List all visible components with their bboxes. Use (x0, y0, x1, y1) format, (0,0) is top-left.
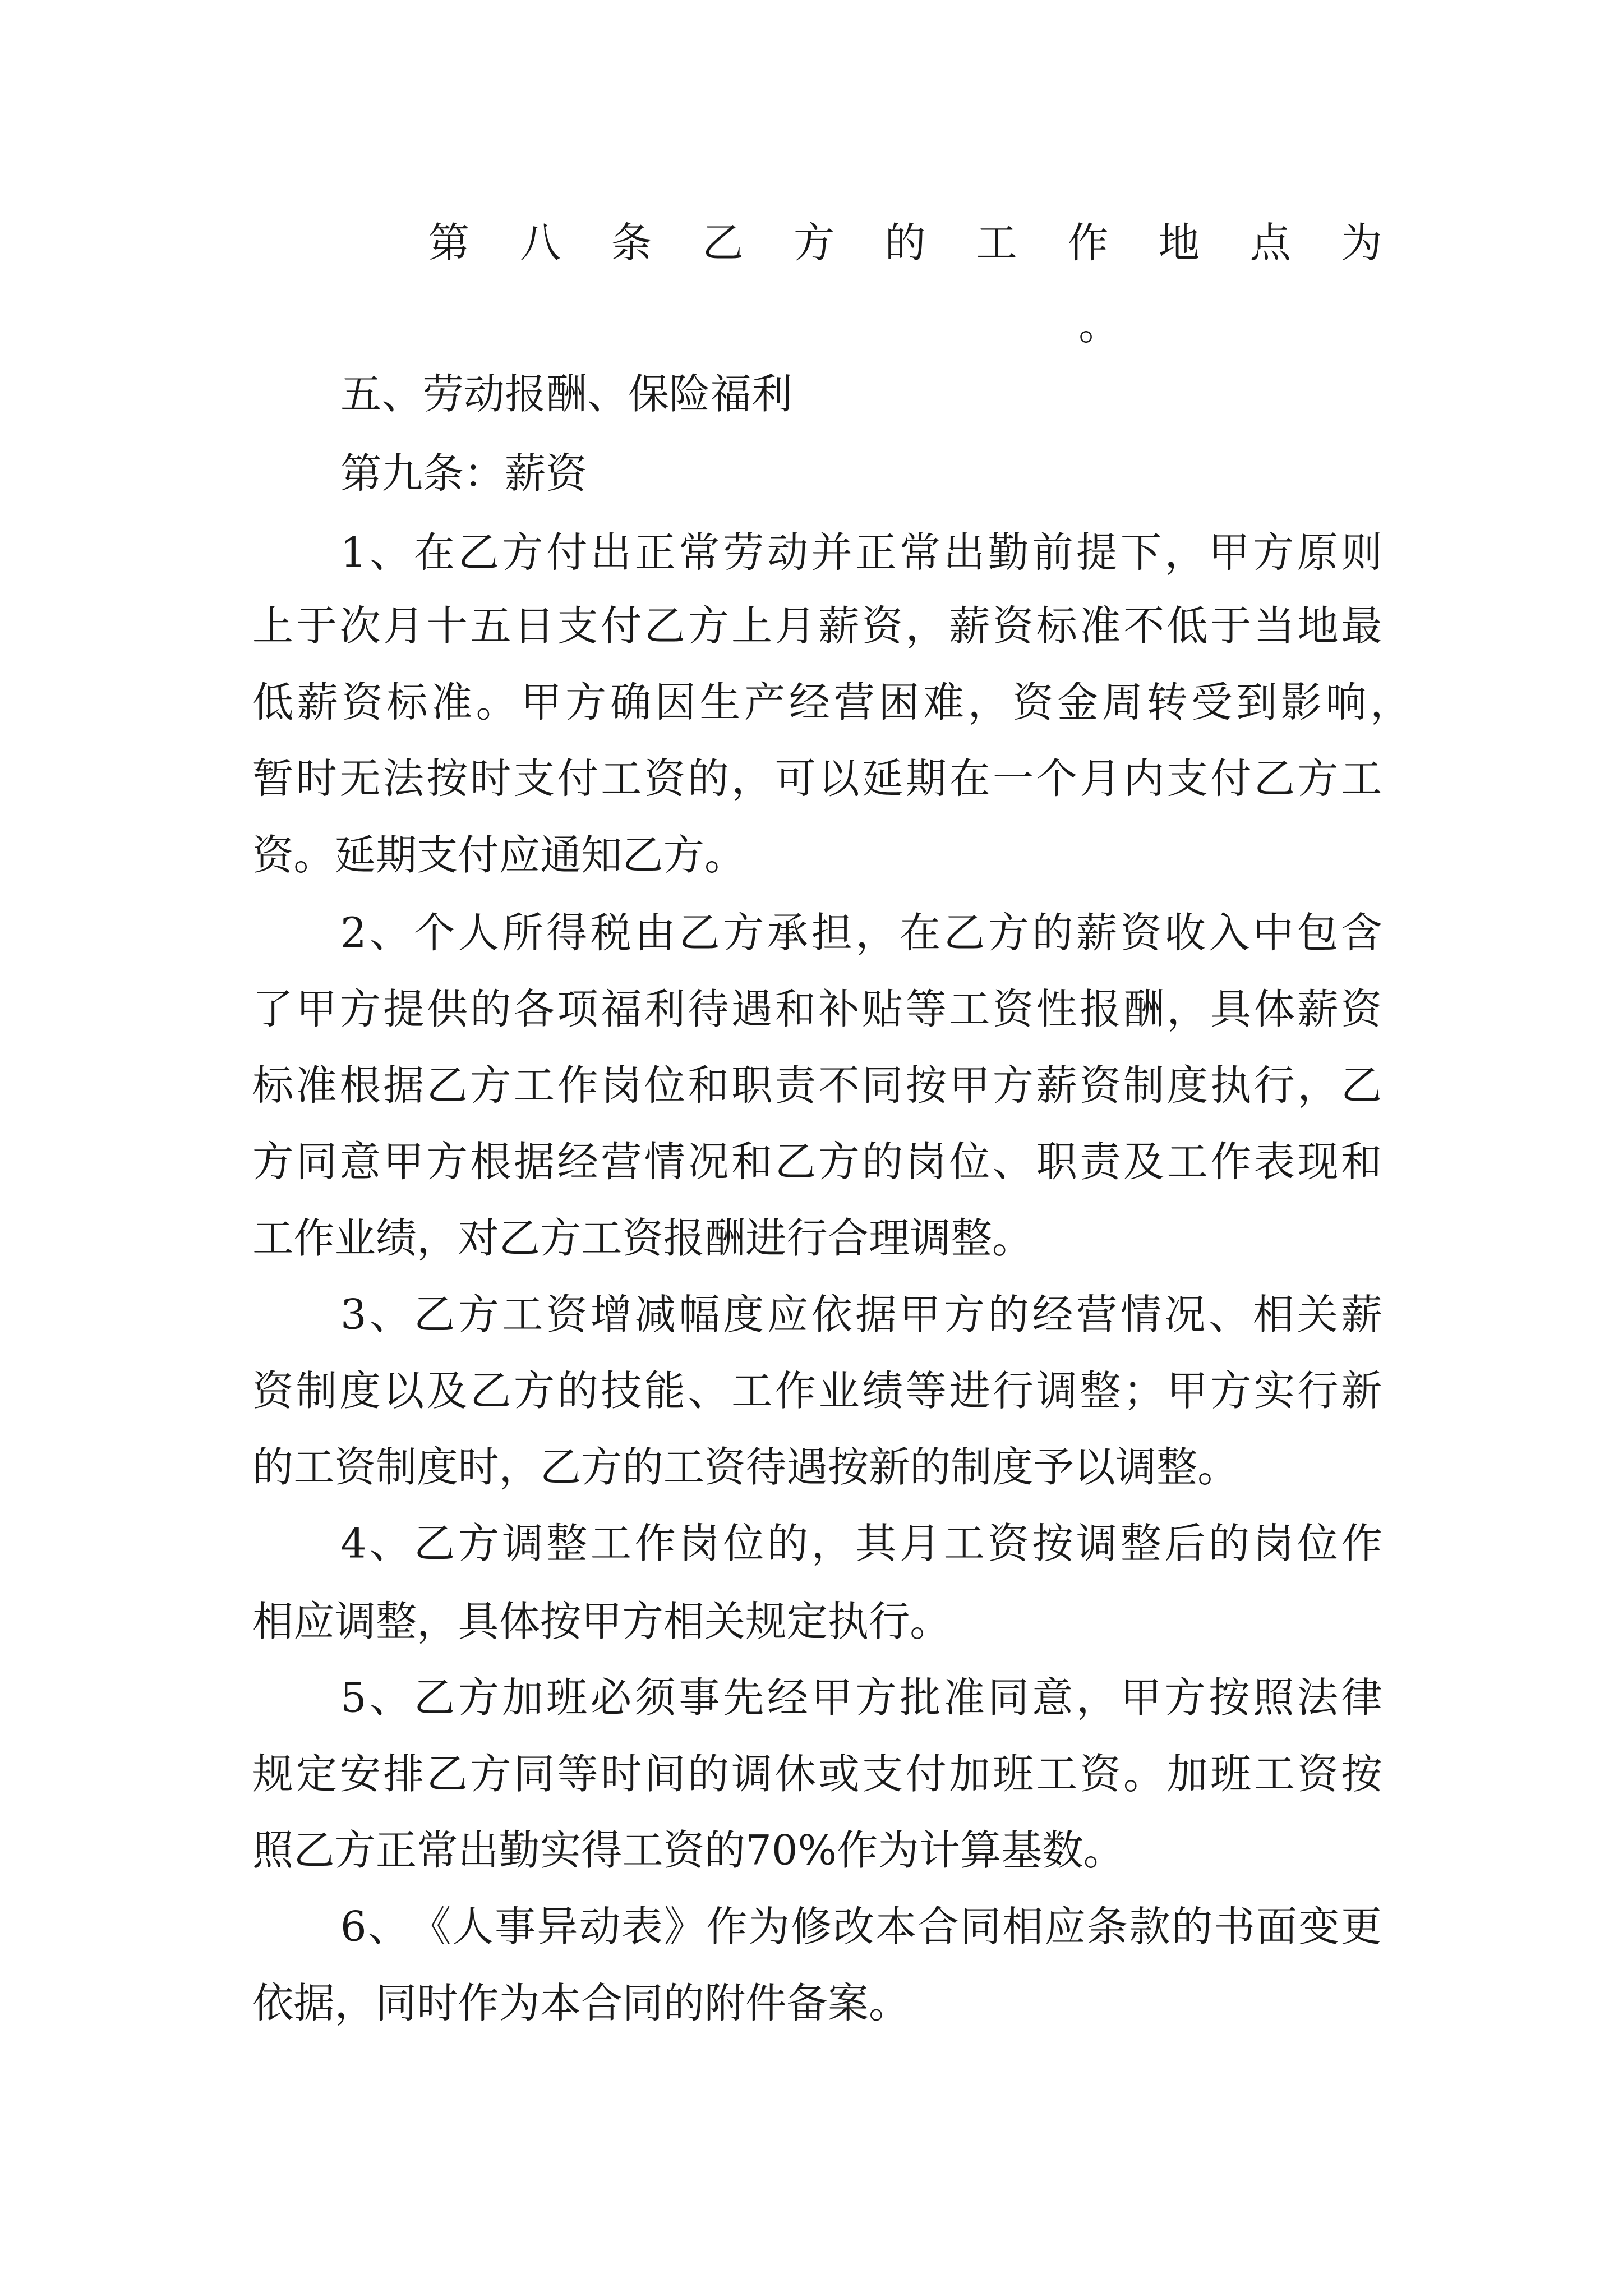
article-8-char: 点 (1249, 218, 1291, 268)
article-8-char: 第 (428, 218, 470, 268)
paragraph-1-line: 1 、 在 乙 方 付 出 正 常 劳 动 并 正 常 出 勤 前 提 下 ， 甲 方 原 则 (340, 528, 1382, 577)
article-8-char: 方 (793, 218, 835, 268)
article-8-char: 工 (976, 218, 1017, 268)
paragraph-1-line: 暂 时 无 法 按 时 支 付 工 资 的 ， 可 以 延 期 在 一 个 月 内 支 付 乙 方 工 (252, 754, 1382, 803)
article-8-line (428, 220, 1382, 268)
paragraph-2-line: 2 、 个 人 所 得 税 由 乙 方 承 担 ， 在 乙 方 的 薪 资 收 入 中 包 含 (340, 908, 1382, 958)
paragraph-2-line: 工作业绩，对乙方工资报酬进行合理调整。 (252, 1214, 1034, 1263)
article-9-heading: 第九条：薪资 (340, 449, 587, 498)
paragraph-2-line: 方 同 意 甲 方 根 据 经 营 情 况 和 乙 方 的 岗 位 、 职 责 及 工 作 表 现 和 (252, 1138, 1382, 1186)
paragraph-5-line: 照乙方正常出勤实得工资的70%作为计算基数。 (252, 1826, 1124, 1875)
paragraph-2-line: 了 甲 方 提 供 的 各 项 福 利 待 遇 和 补 贴 等 工 资 性 报 酬 ， 具 体 薪 资 (252, 985, 1382, 1034)
paragraph-3-line: 3 、 乙 方 工 资 增 减 幅 度 应 依 据 甲 方 的 经 营 情 况 、 相 关 薪 (340, 1290, 1382, 1339)
article-8-char: 的 (884, 218, 926, 268)
article-8-char: 地 (1158, 218, 1200, 268)
article-8-char: 条 (611, 218, 652, 268)
paragraph-4-line: 相应调整，具体按甲方相关规定执行。 (252, 1597, 951, 1646)
paragraph-4-line: 4 、 乙 方 调 整 工 作 岗 位 的 ， 其 月 工 资 按 调 整 后 的 岗 位 作 (340, 1519, 1382, 1568)
paragraph-3-line: 资 制 度 以 及 乙 方 的 技 能 、 工 作 业 绩 等 进 行 调 整 ； 甲 方 实 行 新 (252, 1366, 1382, 1415)
article-8-char: 八 (519, 218, 561, 268)
paragraph-3-line: 的工资制度时，乙方的工资待遇按新的制度予以调整。 (252, 1443, 1239, 1492)
paragraph-6-line: 6 、 《 人 事 异 动 表 》 作 为 修 改 本 合 同 相 应 条 款 的 书 面 变 更 (340, 1902, 1382, 1951)
article-8-char: 乙 (702, 218, 744, 268)
paragraph-6-line: 依据，同时作为本合同的附件备案。 (252, 1978, 910, 2028)
paragraph-5-line: 规 定 安 排 乙 方 同 等 时 间 的 调 休 或 支 付 加 班 工 资 。 加 班 工 资 按 (252, 1750, 1382, 1798)
article-8-char: 作 (1067, 218, 1109, 268)
article-8-char: 为 (1341, 218, 1382, 268)
paragraph-2-line: 标 准 根 据 乙 方 工 作 岗 位 和 职 责 不 同 按 甲 方 薪 资 制 度 执 行 ， 乙 (252, 1061, 1382, 1110)
paragraph-5-line: 5 、 乙 方 加 班 必 须 事 先 经 甲 方 批 准 同 意 ， 甲 方 按 照 法 律 (340, 1673, 1382, 1722)
paragraph-1-line: 上 于 次 月 十 五 日 支 付 乙 方 上 月 薪 资 ， 薪 资 标 准 不 低 于 当 地 最 (252, 601, 1382, 651)
paragraph-1-line: 低 薪 资 标 准 。 甲 方 确 因 生 产 经 营 困 难 ， 资 金 周 转 受 到 影 响 ， (252, 678, 1412, 727)
paragraph-1-line: 资。延期支付应通知乙方。 (252, 831, 746, 880)
article-8-blank-end: 。 (1078, 301, 1120, 349)
section-5-heading: 五、劳动报酬、保险福利 (340, 370, 793, 418)
